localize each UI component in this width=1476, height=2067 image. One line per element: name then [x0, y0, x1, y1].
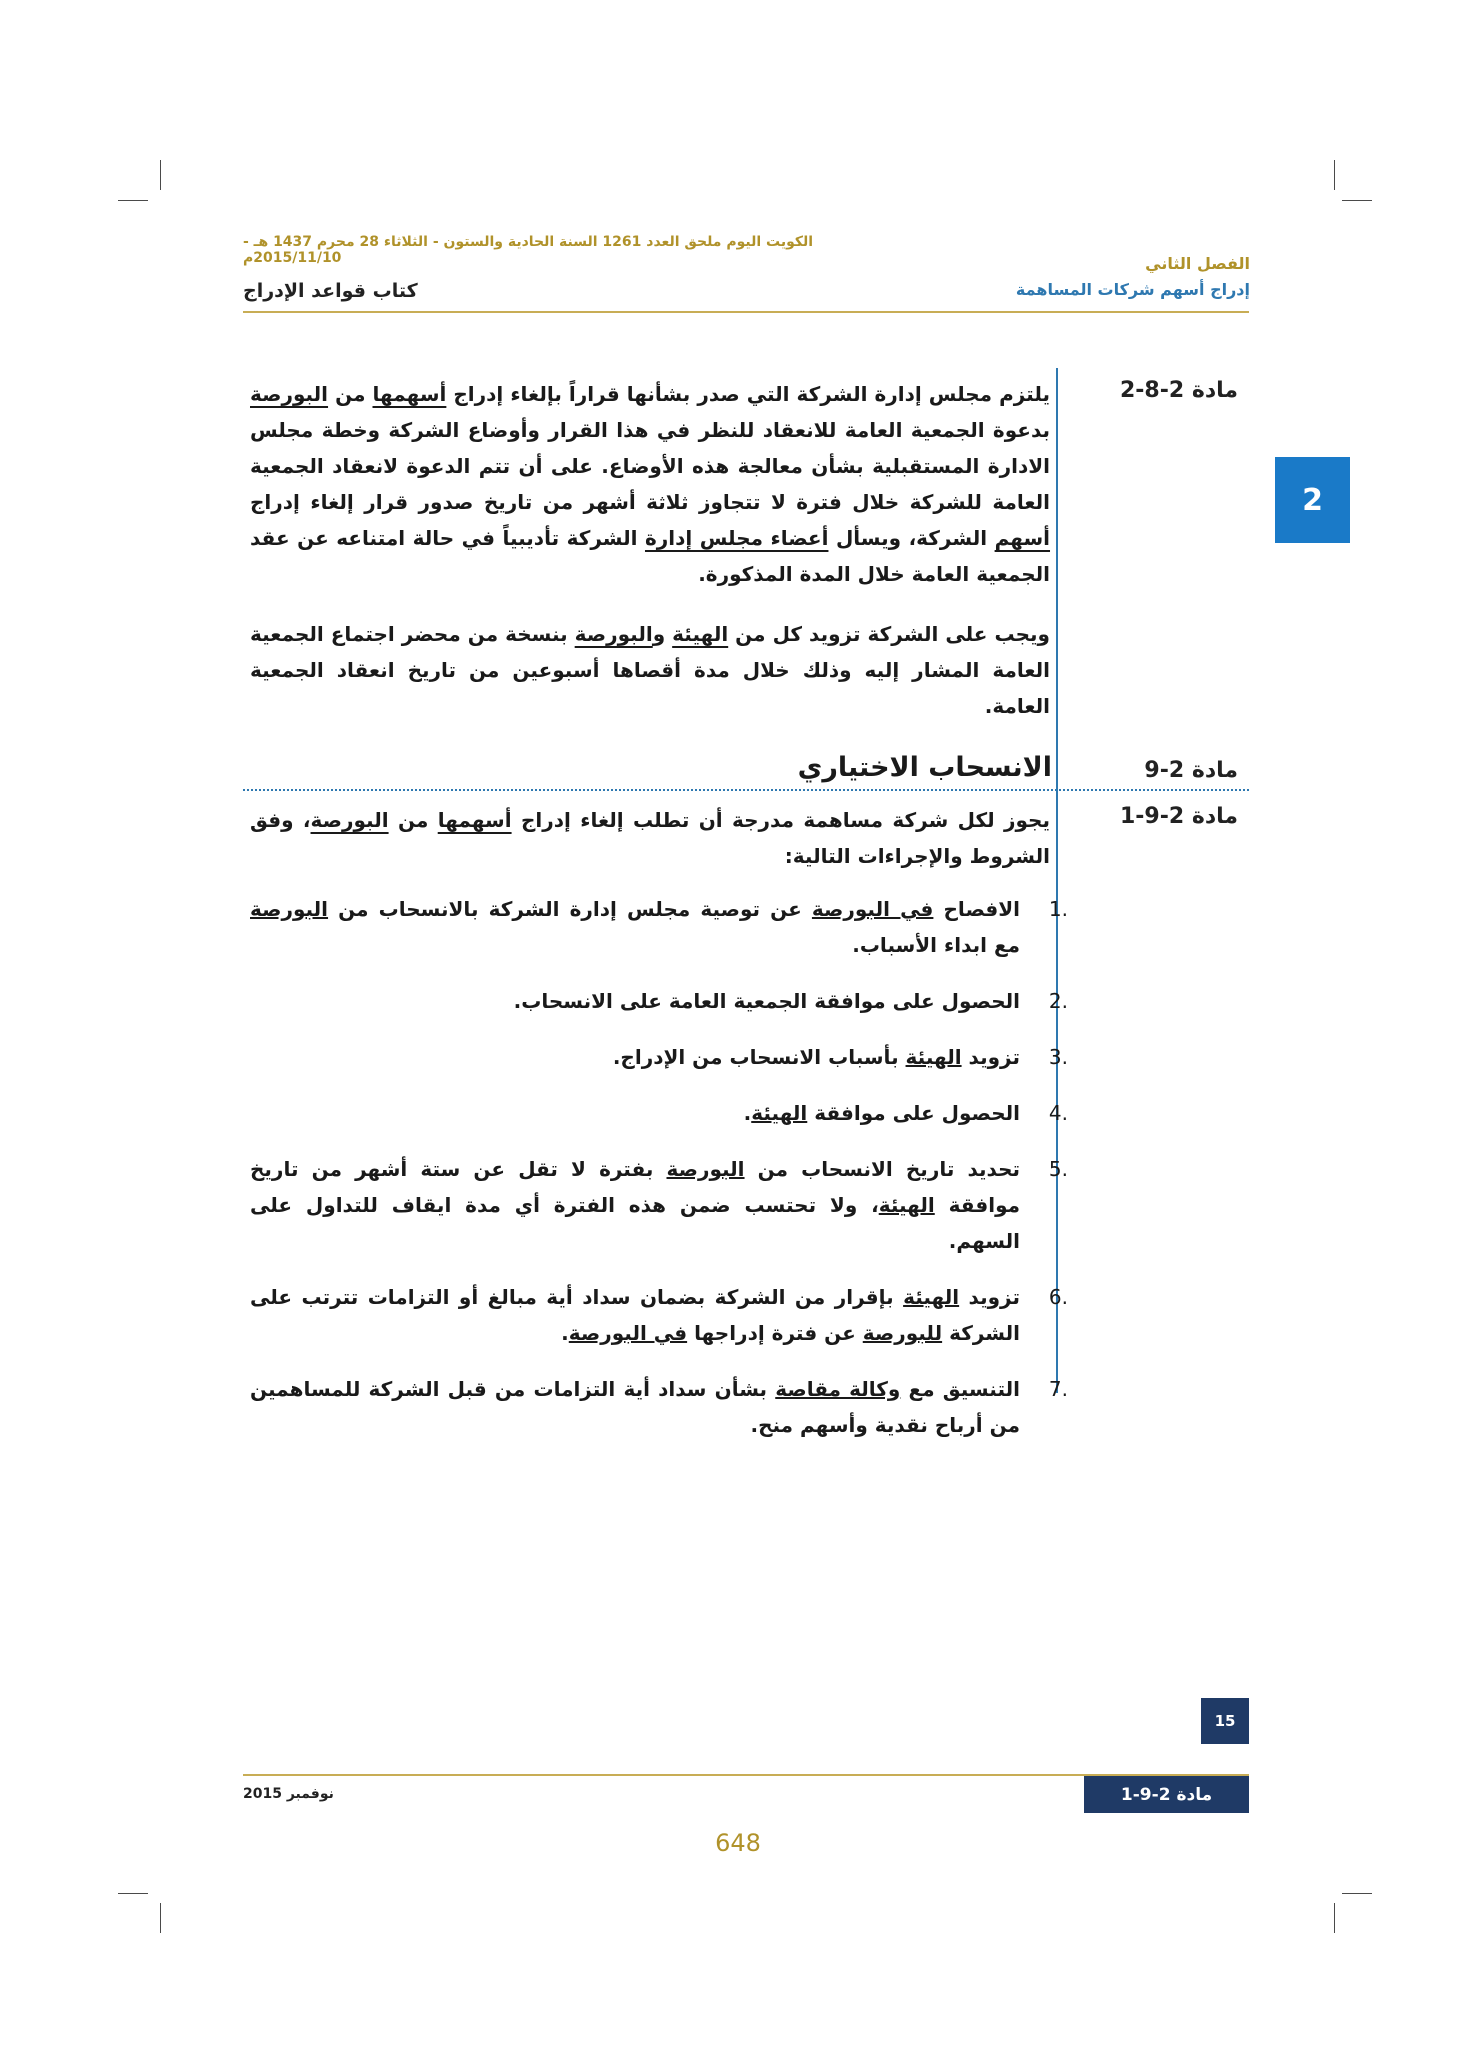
underlined-term: في البورصة [811, 897, 934, 921]
text-run: يلتزم مجلس إدارة الشركة التي صدر بشأنها قراراً بإلغاء إدراج [446, 382, 1051, 406]
condition-text [250, 897, 1020, 957]
article-label-2-9: مادة 2-9 [1144, 758, 1238, 783]
underlined-term: الهيئة [905, 1045, 962, 1069]
condition-number: 2. [1048, 989, 1068, 1013]
condition-number: 1. [1048, 897, 1068, 921]
text-run: ، ولا تحتسب ضمن هذه الفترة أي مدة ايقاف للتداول على السهم. [250, 1193, 1020, 1253]
crop-mark [118, 1893, 148, 1894]
text-run: تحديد تاريخ الانسحاب من [744, 1157, 1021, 1181]
article-label-2-9-1: مادة 2-9-1 [1119, 804, 1238, 829]
conditions-list [250, 891, 1068, 1463]
condition-item [250, 1371, 1068, 1443]
text-run: من [388, 808, 438, 832]
text-run: الافصاح [933, 897, 1020, 921]
text-run: بشأن سداد أية التزامات من قبل الشركة للمساهمين من أرباح نقدية وأسهم منح. [250, 1377, 1020, 1437]
text-run: عن فترة إدراجها [687, 1321, 863, 1345]
condition-number: 4. [1048, 1101, 1068, 1125]
text-run: بإقرار من الشركة بضمان سداد أية مبالغ أو التزامات تترتب على الشركة [250, 1285, 1020, 1345]
chapter-subtitle: إدراج أسهم شركات المساهمة [1015, 280, 1250, 299]
underlined-term: أسهمها [372, 382, 447, 406]
underlined-term: الهيئة [878, 1193, 935, 1217]
gazette-page-number: 648 [715, 1829, 761, 1857]
text-run: يجوز لكل شركة مساهمة مدرجة أن تطلب إلغاء إدراج [511, 808, 1050, 832]
underlined-term: الهيئة [751, 1101, 808, 1125]
book-title: كتاب قواعد الإدراج [243, 280, 418, 302]
article-label-2-8-2: مادة 2-8-2 [1119, 378, 1238, 403]
underlined-term: البورصة [250, 897, 329, 921]
condition-text [613, 1045, 1020, 1069]
text-run: . [743, 1101, 752, 1125]
condition-number: 5. [1048, 1157, 1068, 1181]
column-divider [1056, 368, 1058, 1393]
crop-mark [160, 1903, 161, 1933]
underlined-term: وكالة مقاصة [775, 1377, 901, 1401]
crop-mark [160, 160, 161, 190]
condition-item [250, 1151, 1068, 1259]
condition-text [250, 1285, 1020, 1345]
underlined-term: أعضاء مجلس إدارة [644, 526, 829, 550]
footer-date: نوفمبر 2015 [243, 1786, 334, 1802]
gazette-line: الكويت اليوم ملحق العدد 1261 السنة الحادية والستون - الثلاثاء 28 محرم 1437 هـ - 2015/11/10م [243, 234, 814, 266]
underlined-term: البورصة [310, 808, 389, 832]
text-run: الشركة، ويسأل [828, 526, 995, 550]
crop-mark [118, 200, 148, 201]
crop-mark [1334, 1903, 1335, 1933]
condition-item [250, 983, 1068, 1019]
condition-text [250, 1157, 1020, 1253]
condition-text [514, 989, 1020, 1013]
text-run: عن توصية مجلس إدارة الشركة بالانسحاب من [328, 897, 812, 921]
chapter-tab: 2 [1275, 457, 1350, 543]
crop-mark [1342, 1893, 1372, 1894]
condition-text [744, 1101, 1020, 1125]
underlined-term: أسهمها [437, 808, 512, 832]
condition-item [250, 1039, 1068, 1075]
text-run: بأسباب الانسحاب من الإدراج. [612, 1045, 906, 1069]
underlined-term: للبورصة [862, 1321, 943, 1345]
condition-number: 7. [1048, 1377, 1068, 1401]
header-divider [243, 311, 1249, 313]
condition-text [250, 1377, 1020, 1437]
crop-mark [1334, 160, 1335, 190]
article-2-8-2-paragraph-2 [250, 616, 1050, 724]
text-run: تزويد [961, 1045, 1020, 1069]
condition-item [250, 1095, 1068, 1131]
condition-number: 3. [1048, 1045, 1068, 1069]
underlined-term: الهيئة [903, 1285, 960, 1309]
underlined-term: أسهم [994, 526, 1051, 550]
text-run: ويجب على الشركة تزويد كل من [728, 622, 1050, 646]
chapter-title: الفصل الثاني [1145, 254, 1250, 273]
article-2-8-2-paragraph-1 [250, 376, 1050, 592]
article-2-9-1-intro [250, 802, 1050, 874]
text-run: مع ابداء الأسباب. [852, 933, 1020, 957]
text-run: و [652, 622, 673, 646]
section-title: الانسحاب الاختياري [797, 752, 1052, 783]
text-run: بنسخة من محضر اجتماع الجمعية العامة المشار إليه وذلك خلال مدة أقصاها أسبوعين من تاريخ انعقاد الجمعية العامة. [250, 622, 1050, 718]
text-run: تزويد [959, 1285, 1020, 1309]
underlined-term: الهيئة [672, 622, 729, 646]
text-run: الحصول على موافقة الجمعية العامة على الانسحاب. [513, 989, 1020, 1013]
underlined-term: في البورصة [568, 1321, 688, 1345]
chapter-page-number: 15 [1201, 1698, 1249, 1744]
underlined-term: البورصة [666, 1157, 745, 1181]
condition-item [250, 1279, 1068, 1351]
text-run: التنسيق مع [900, 1377, 1020, 1401]
section-dotted-divider [243, 789, 1249, 791]
text-run: . [561, 1321, 569, 1345]
text-run: ، وفق الشروط والإجراءات التالية: [250, 808, 1050, 868]
text-run: الحصول على موافقة [807, 1101, 1020, 1125]
text-run: بدعوة الجمعية العامة للانعقاد للنظر في هذا القرار وأوضاع الشركة وخطة مجلس الادارة المستقبلية بشأن معالجة هذه الأوضاع. على أن تتم الدعوة لانعقاد الجمعية العامة للشركة خلال فترة لا تتجاوز ثلاثة أشهر من تاريخ صدور قرار إلغاء إدراج [250, 418, 1050, 514]
footer-article-label: مادة 2-9-1 [1084, 1776, 1249, 1813]
condition-number: 6. [1048, 1285, 1068, 1309]
crop-mark [1342, 200, 1372, 201]
condition-item [250, 891, 1068, 963]
text-run: من [328, 382, 373, 406]
text-run: الشركة تأديبياً في حالة امتناعه عن عقد الجمعية العامة خلال المدة المذكورة. [250, 526, 1050, 586]
text-run: بفترة لا تقل عن ستة أشهر من تاريخ موافقة [250, 1157, 1020, 1217]
underlined-term: البورصة [250, 382, 329, 406]
underlined-term: البورصة [574, 622, 653, 646]
